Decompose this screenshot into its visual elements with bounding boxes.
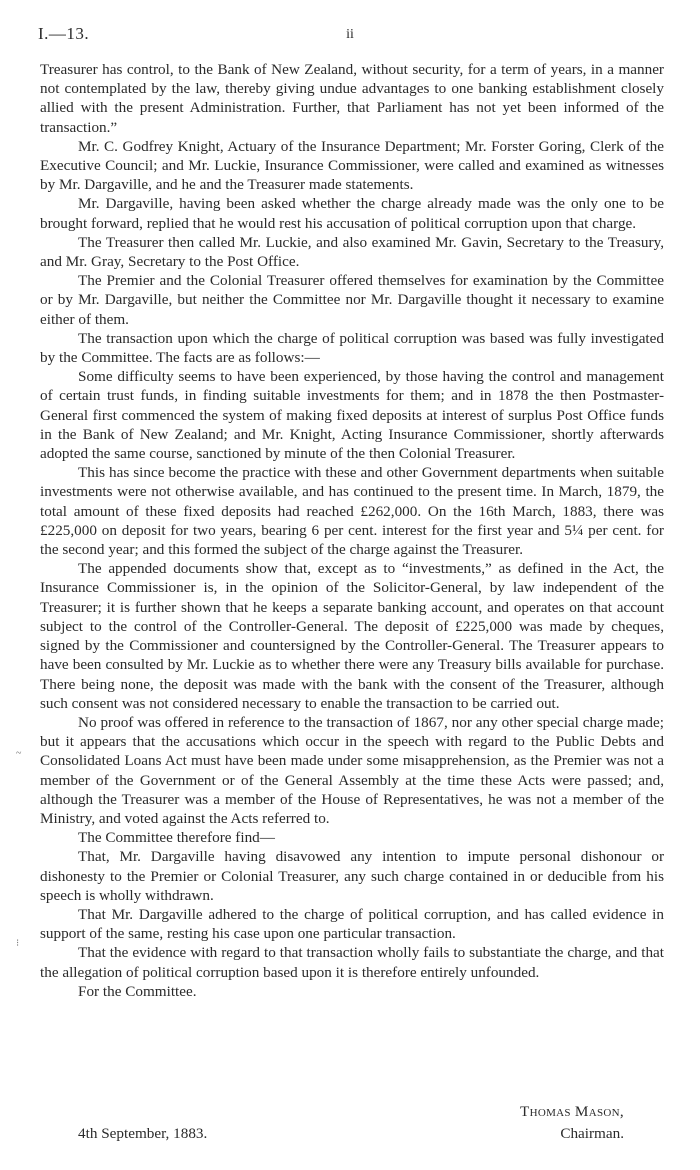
page-header <box>38 24 662 44</box>
paragraph: That the evidence with regard to that transaction wholly fails to substantiate the charge, and that the allegation of political corruption based upon it is therefore entirely unfounded. <box>40 944 664 981</box>
page-number: ii <box>346 27 354 42</box>
signature-date: 4th September, 1883. <box>78 1125 208 1142</box>
signatory-role: Chairman. <box>560 1125 624 1142</box>
paragraph: This has since become the practice with these and other Government departments when suitable investments were not otherwise available, and has continued to the present time. In March, 1879, the total amount of these fixed deposits had reached £262,000. On the 16th March, 1883, there was £225,000 on deposit for two years, bearing 6 per cent. interest for the first year and 5¼ per cent. for the second year; and this formed the subject of the charge against the Treasurer. <box>40 464 664 559</box>
paragraph: That Mr. Dargaville adhered to the charge of political corruption, and has called evidence in support of the same, resting his case upon one particular transaction. <box>40 905 664 943</box>
paragraph: The Premier and the Colonial Treasurer offered themselves for examination by the Committee or by Mr. Dargaville, but neither the Committee nor Mr. Dargaville thought it necessary to examine either of them. <box>40 272 664 328</box>
document-reference: I.—13. <box>38 24 90 43</box>
paragraph: The transaction upon which the charge of political corruption was based was fully investigated by the Committee. The facts are as follows:— <box>40 329 664 367</box>
paragraph: The Treasurer then called Mr. Luckie, and also examined Mr. Gavin, Secretary to the Treasury, and Mr. Gray, Secretary to the Post Office. <box>40 233 664 271</box>
document-body <box>40 60 664 1001</box>
paragraph: Mr. Dargaville, having been asked whether the charge already made was the only one to be brought forward, replied that he would rest his accusation of political corruption upon that charge. <box>40 195 664 232</box>
paragraph: The appended documents show that, except as to “investments,” as defined in the Act, the Insurance Commissioner is, in the opinion of the Solicitor-General, by law independent of the Treasurer; it is further shown that he keeps a separate banking account, and operates on that account subject to the control of the Controller-General. The deposit of £225,000 was made by cheques, signed by the Commissioner and countersigned by the Controller-General. The Treasurer appears to have been consulted by Mr. Luckie as to whether there were any Treasury bills available for purchase. There being none, the deposit was made with the bank with the consent of the Treasurer, although such consent was not considered necessary to enable the transaction to be carried out. <box>40 560 664 712</box>
paragraph: No proof was offered in reference to the transaction of 1867, nor any other special charge made; but it appears that the accusations which occur in the speech with regard to the Public Debts and Consolidated Loans Act must have been made under some misapprehension, as the Premier was not a member of the Government or of the General Assembly at the time these Acts were passed; and, although the Treasurer was a member of the House of Representatives, he was not a member of the Ministry, and voted against the Acts referred to. <box>40 713 664 827</box>
margin-mark: ~ <box>16 748 22 759</box>
paragraph: The Committee therefore find— <box>78 829 275 847</box>
margin-mark: ⁝ <box>16 938 20 949</box>
paragraph: Mr. C. Godfrey Knight, Actuary of the Insurance Department; Mr. Forster Goring, Clerk of the Executive Council; and Mr. Luckie, Insurance Commissioner, were called and examined as witnesses by Mr. Dargaville, and he and the Treasurer made statements. <box>40 137 664 194</box>
signatory-name: Thomas Mason, <box>520 1103 624 1120</box>
paragraph: For the Committee. <box>78 982 197 1000</box>
paragraph: That, Mr. Dargaville having disavowed any intention to impute personal dishonour or dishonesty to the Premier or Colonial Treasurer, any such charge contained in or deducible from his speech is wholly withdrawn. <box>40 848 664 904</box>
paragraph: Treasurer has control, to the Bank of New Zealand, without security, for a term of years, in a manner not contemplated by the law, thereby giving undue advantages to one banking establishment closely allied with the present Administration. Further, that Parliament has not yet been informed of the transaction.” <box>40 61 664 136</box>
paragraph: Some difficulty seems to have been experienced, by those having the control and management of certain trust funds, in finding suitable investments for them; and in 1878 the then Postmaster-General first commenced the system of making fixed deposits at interest of surplus Post Office funds in the Bank of New Zealand; and Mr. Knight, Acting Insurance Commissioner, shortly afterwards adopted the same course, sanctioned by minute of the then Colonial Treasurer. <box>40 368 664 463</box>
signature-block <box>40 1102 664 1152</box>
